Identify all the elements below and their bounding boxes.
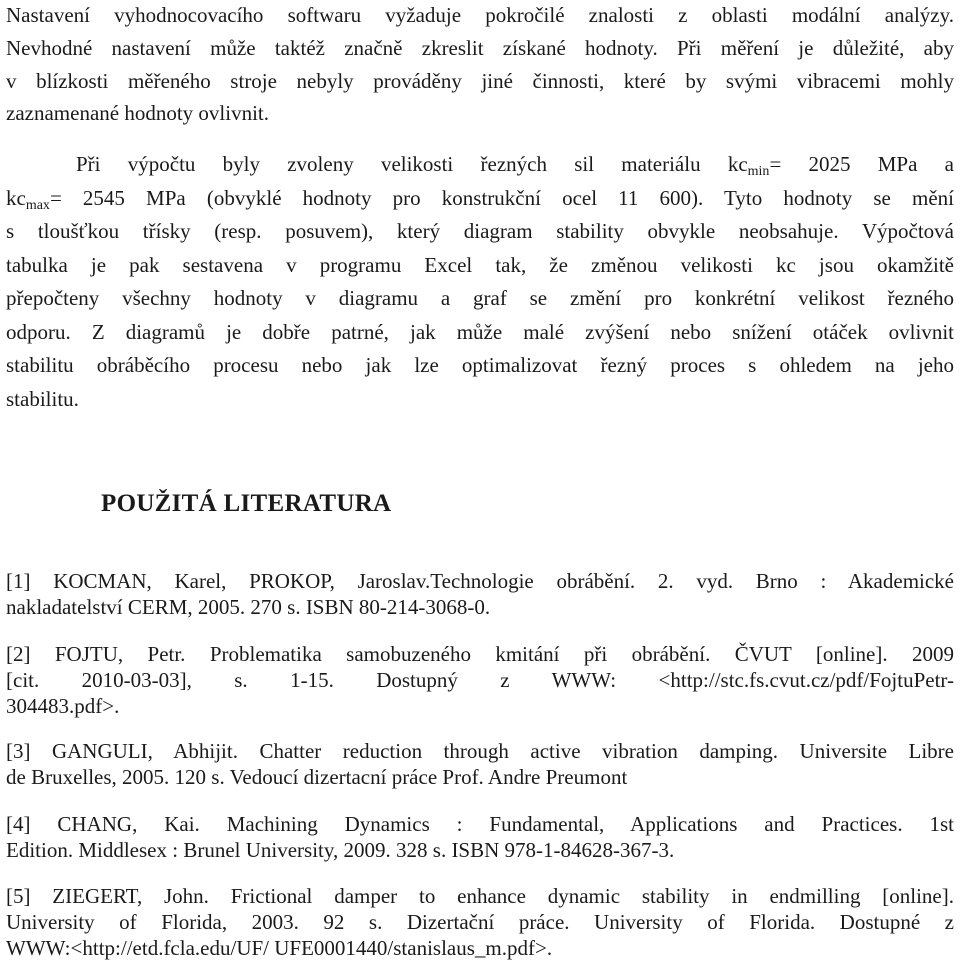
para2-line-5: přepočteny všechny hodnoty v diagramu a graf se změní pro konkrétní velikost řezného [6,286,954,310]
intro-line-3: v blízkosti měřeného stroje nebyly prováděny jiné činnosti, které by svými vibracemi mohly [6,69,954,93]
reference-5-line-2: University of Florida, 2003. 92 s. Dizertační práce. University of Florida. Dostupné z [6,910,954,934]
reference-1 [6,568,954,620]
para2-line-2: $kc_{max}= 2545$ MPa (obvyklé hodnoty pro konstrukční ocel 11 600). Tyto hodnoty se mění [6,185,954,213]
calculation-paragraph [6,148,954,416]
reference-2 [6,641,954,719]
para2-line-3: s tloušťkou třísky (resp. posuvem), který diagram stability obvykle neobsahuje. Výpočtová [6,219,954,243]
reference-3-line-1: [3] GANGULI, Abhijit. Chatter reduction through active vibration damping. Universite Libre [6,739,954,763]
intro-line-2: Nevhodné nastavení může taktéž značně zkreslit získané hodnoty. Při měření je důležité, aby [6,36,954,60]
para2-line-8: stabilitu. [6,386,79,411]
reference-1-line-2: nakladatelství CERM, 2005. 270 s. ISBN 80-214-3068-0. [6,595,491,619]
para2-line-6: odporu. Z diagramů je dobře patrné, jak může malé zvýšení nebo snížení otáček ovlivnit [6,319,954,344]
reference-4 [6,811,954,863]
reference-1-line-1: [1] KOCMAN, Karel, PROKOP, Jaroslav.Technologie obrábění. 2. vyd. Brno : Akademické [6,569,954,593]
reference-5-line-3: WWW:<http://etd.fcla.edu/UF/ UFE0001440/stanislaus_m.pdf>. [6,936,553,960]
reference-4-line-2: Edition. Middlesex : Brunel University, 2009. 328 s. ISBN 978-1-84628-367-3. [6,838,675,862]
reference-3 [6,738,954,790]
para2-line-4: tabulka je pak sestavena v programu Excel tak, že změnou velikosti kc jsou okamžitě [6,252,954,277]
intro-line-4: zaznamenané hodnoty ovlivnit. [6,101,270,125]
section-heading: POUŽITÁ LITERATURA [101,490,392,517]
reference-5-line-1: [5] ZIEGERT, John. Frictional damper to enhance dynamic stability in endmilling [online]. [6,884,954,908]
para2-line-1: Při výpočtu byly zvoleny velikosti řezných sil materiálu $kc_{min}= 2025$ MPa a [76,152,954,179]
intro-line-1: Nastavení vyhodnocovacího softwaru vyžaduje pokročilé znalosti z oblasti modální analýzy. [6,3,954,27]
reference-4-line-1: [4] CHANG, Kai. Machining Dynamics : Fundamental, Applications and Practices. 1st [6,812,954,836]
reference-2-line-1: [2] FOJTU, Petr. Problematika samobuzeného kmitání při obrábění. ČVUT [online]. 2009 [6,642,954,666]
para2-line-7: stabilitu obráběcího procesu nebo jak lze optimalizovat řezný proces s ohledem na jeho [6,353,954,377]
reference-2-line-3: 304483.pdf>. [6,694,120,718]
reference-2-line-2: [cit. 2010-03-03], s. 1-15. Dostupný z WWW: <http://stc.fs.cvut.cz/pdf/FojtuPetr- [6,668,954,692]
reference-3-line-2: de Bruxelles, 2005. 120 s. Vedoucí dizertacní práce Prof. Andre Preumont [6,765,628,789]
reference-5 [6,883,954,961]
